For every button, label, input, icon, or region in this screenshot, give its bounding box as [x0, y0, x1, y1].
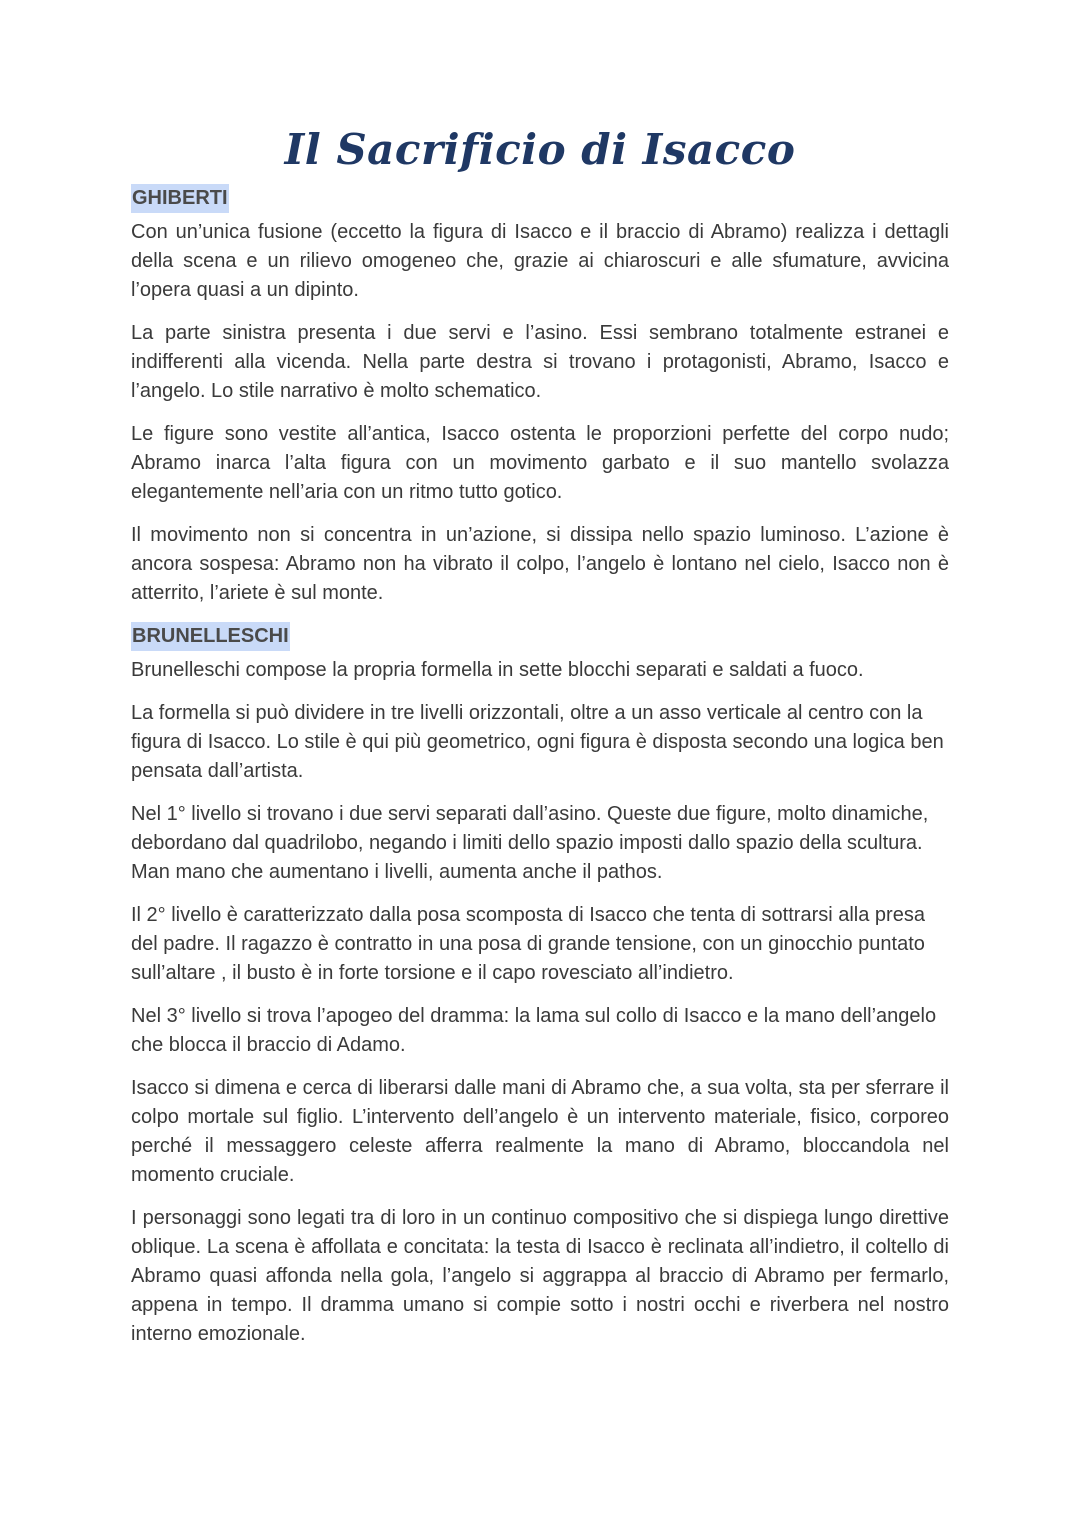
ghiberti-paragraph-2: La parte sinistra presenta i due servi e l’asino. Essi sembrano totalmente estranei e indifferenti alla vicenda. Nella parte destra si trovano i protagonisti, Abramo, Isacco e l’angelo. Lo stile narrativo è molto schematico.: [131, 322, 949, 402]
brunelleschi-paragraph-4: Il 2° livello è caratterizzato dalla posa scomposta di Isacco che tenta di sottrarsi alla presa del padre. Il ragazzo è contratto in una posa di grande tensione, con un ginocchio puntato sull’altare , il busto è in forte torsione e il capo rovesciato all’indietro.: [131, 904, 925, 984]
ghiberti-paragraph-4: Il movimento non si concentra in un’azione, si dissipa nello spazio luminoso. L’azione è ancora sospesa: Abramo non ha vibrato il colpo, l’angelo è lontano nel cielo, Isacco non è atterrito, l’ariete è sul monte.: [131, 524, 949, 604]
ghiberti-paragraph-1: Con un’unica fusione (eccetto la figura di Isacco e il braccio di Abramo) realizza i dettagli della scena e un rilievo omogeneo che, grazie ai chiaroscuri e alle sfumature, avvicina l’opera quasi a un dipinto.: [131, 221, 949, 301]
ghiberti-paragraph-3: Le figure sono vestite all’antica, Isacco ostenta le proporzioni perfette del corpo nudo; Abramo inarca l’alta figura con un movimento garbato e il suo mantello svolazza elegantemente nell’aria con un ritmo tutto gotico.: [131, 423, 949, 503]
section-brunelleschi-heading-wrap: [131, 622, 949, 651]
section-heading-brunelleschi: BRUNELLESCHI: [131, 622, 290, 651]
brunelleschi-paragraph-7: I personaggi sono legati tra di loro in un continuo compositivo che si dispiega lungo direttive oblique. La scena è affollata e concitata: la testa di Isacco è reclinata all’indietro, il coltello di Abramo quasi affonda nella gola, l’angelo si aggrappa al braccio di Abramo per fermarlo, appena in tempo. Il dramma umano si compie sotto i nostri occhi e riverbera nel nostro interno emozionale.: [131, 1207, 949, 1345]
section-ghiberti-heading-wrap: [131, 184, 949, 213]
brunelleschi-paragraph-2: La formella si può dividere in tre livelli orizzontali, oltre a un asso verticale al centro con la figura di Isacco. Lo stile è qui più geometrico, ogni figura è disposta secondo una logica ben pensata dall’artista.: [131, 702, 944, 782]
document-body: [131, 184, 949, 1363]
section-heading-ghiberti: GHIBERTI: [131, 184, 229, 213]
document-title: Il Sacrificio di Isacco: [284, 125, 796, 174]
brunelleschi-paragraph-3: Nel 1° livello si trovano i due servi separati dall’asino. Queste due figure, molto dinamiche, debordano dal quadrilobo, negando i limiti dello spazio imposti dallo spazio della scultura. Man mano che aumentano i livelli, aumenta anche il pathos.: [131, 803, 929, 883]
brunelleschi-paragraph-6: Isacco si dimena e cerca di liberarsi dalle mani di Abramo che, a sua volta, sta per sferrare il colpo mortale sul figlio. L’intervento dell’angelo è un intervento materiale, fisico, corporeo perché il messaggero celeste afferra realmente la mano di Abramo, bloccandola nel momento cruciale.: [131, 1077, 949, 1186]
brunelleschi-paragraph-1: Brunelleschi compose la propria formella in sette blocchi separati e saldati a fuoco.: [131, 659, 864, 681]
brunelleschi-paragraph-5: Nel 3° livello si trova l’apogeo del dramma: la lama sul collo di Isacco e la mano dell’angelo che blocca il braccio di Adamo.: [131, 1005, 937, 1056]
